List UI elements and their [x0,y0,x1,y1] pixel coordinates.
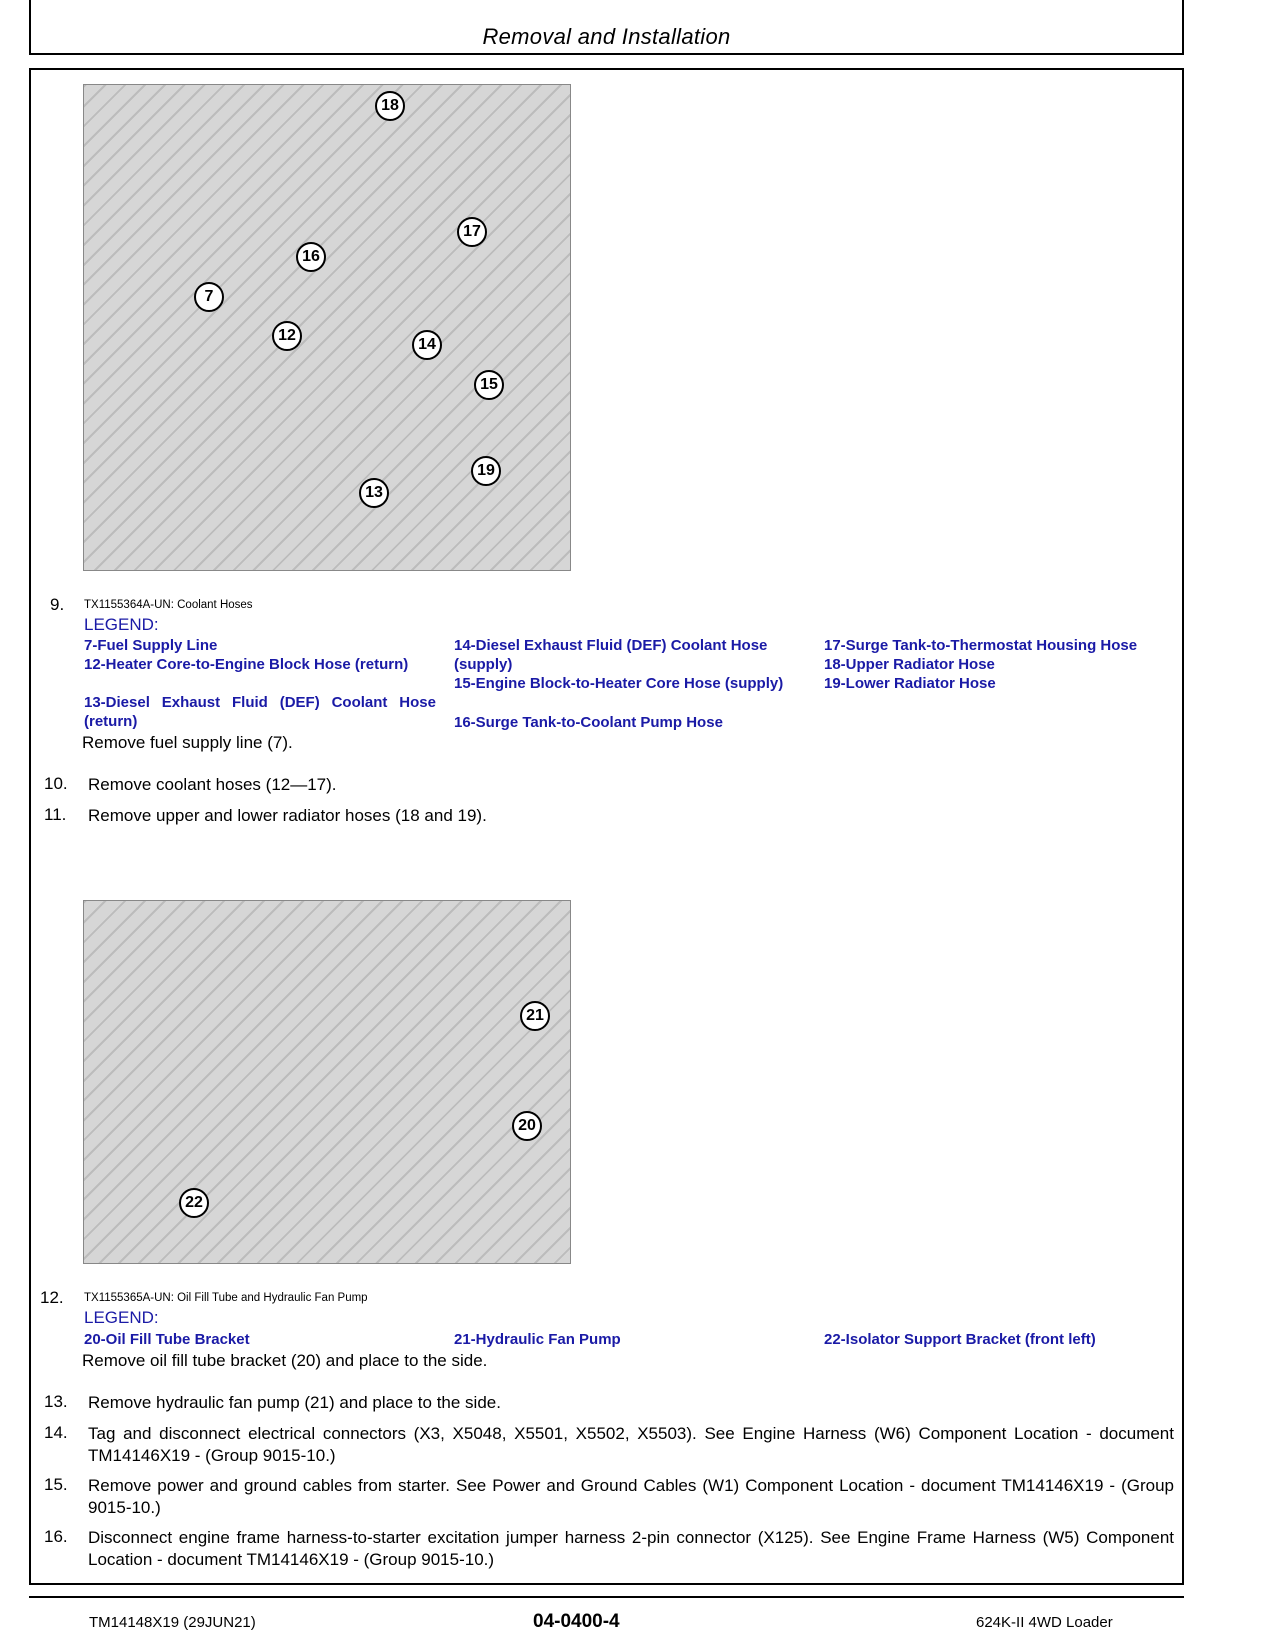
footer-rule [29,1596,1184,1598]
step-12-number: 12. [40,1288,64,1307]
coolant-hoses-photo [83,84,571,571]
page-title: Removal and Installation [482,24,731,49]
figure-1-caption: TX1155364A-UN: Coolant Hoses [84,599,253,611]
step-16-text: Disconnect engine frame harness-to-starter excitation jumper harness 2-pin connector (X125). See Engine Frame Harness (W5) Component Location - document TM14146X19 - (Group 9015-10.) [88,1528,1174,1569]
callout-16: 16 [296,242,326,272]
legend-item-13: 13-Diesel Exhaust Fluid (DEF) Coolant Hose (return) [84,694,436,730]
callout-13: 13 [359,478,389,508]
oil-fill-fan-pump-photo [83,900,571,1264]
legend-item-18: 18-Upper Radiator Hose [824,656,995,673]
step-11-text: Remove upper and lower radiator hoses (18 and 19). [88,806,487,825]
step-16-number: 16. [44,1527,68,1546]
callout-7: 7 [194,282,224,312]
callout-18: 18 [375,91,405,121]
callout-19: 19 [471,456,501,486]
legend-item-12: 12-Heater Core-to-Engine Block Hose (return) [84,656,409,673]
callout-15: 15 [474,370,504,400]
step-9-number: 9. [50,595,65,614]
step-13-text: Remove hydraulic fan pump (21) and place to the side. [88,1393,501,1412]
page-header [29,0,1184,55]
callout-14: 14 [412,330,442,360]
step-15-text: Remove power and ground cables from starter. See Power and Ground Cables (W1) Component Location - document TM14146X19 - (Group 9015-10.) [88,1476,1174,1517]
step-15-number: 15. [44,1475,68,1494]
figure-2-caption: TX1155365A-UN: Oil Fill Tube and Hydraulic Fan Pump [84,1292,368,1304]
legend-item-21: 21-Hydraulic Fan Pump [454,1331,621,1348]
step-14-number: 14. [44,1423,68,1442]
legend-item-15: 15-Engine Block-to-Heater Core Hose (supply) [454,675,784,692]
legend-item-7: 7-Fuel Supply Line [84,637,218,654]
legend-item-22: 22-Isolator Support Bracket (front left) [824,1331,1096,1348]
legend-item-19: 19-Lower Radiator Hose [824,675,996,692]
step-10-text: Remove coolant hoses (12—17). [88,775,337,794]
legend-item-14: 14-Diesel Exhaust Fluid (DEF) Coolant Hose (supply) [454,637,768,673]
footer-model: 624K-II 4WD Loader [976,1614,1113,1631]
step-10-number: 10. [44,774,68,793]
callout-12: 12 [272,321,302,351]
callout-22: 22 [179,1188,209,1218]
legend-title-9: LEGEND: [84,615,159,634]
callout-21: 21 [520,1001,550,1031]
step-12-text: Remove oil fill tube bracket (20) and place to the side. [82,1351,488,1370]
step-11-number: 11. [44,805,67,824]
legend-item-20: 20-Oil Fill Tube Bracket [84,1331,250,1348]
callout-17: 17 [457,217,487,247]
step-14-text: Tag and disconnect electrical connectors (X3, X5048, X5501, X5502, X5503). See Engine Harness (W6) Component Location - document TM14146X19 - (Group 9015-10.) [88,1424,1174,1465]
footer-doc-id: TM14148X19 (29JUN21) [89,1614,256,1631]
legend-item-16: 16-Surge Tank-to-Coolant Pump Hose [454,714,723,731]
legend-title-12: LEGEND: [84,1308,159,1327]
callout-20: 20 [512,1111,542,1141]
footer-page-number: 04-0400-4 [533,1611,620,1632]
legend-item-17: 17-Surge Tank-to-Thermostat Housing Hose [824,637,1138,654]
step-9-text: Remove fuel supply line (7). [82,733,293,752]
step-13-number: 13. [44,1392,68,1411]
